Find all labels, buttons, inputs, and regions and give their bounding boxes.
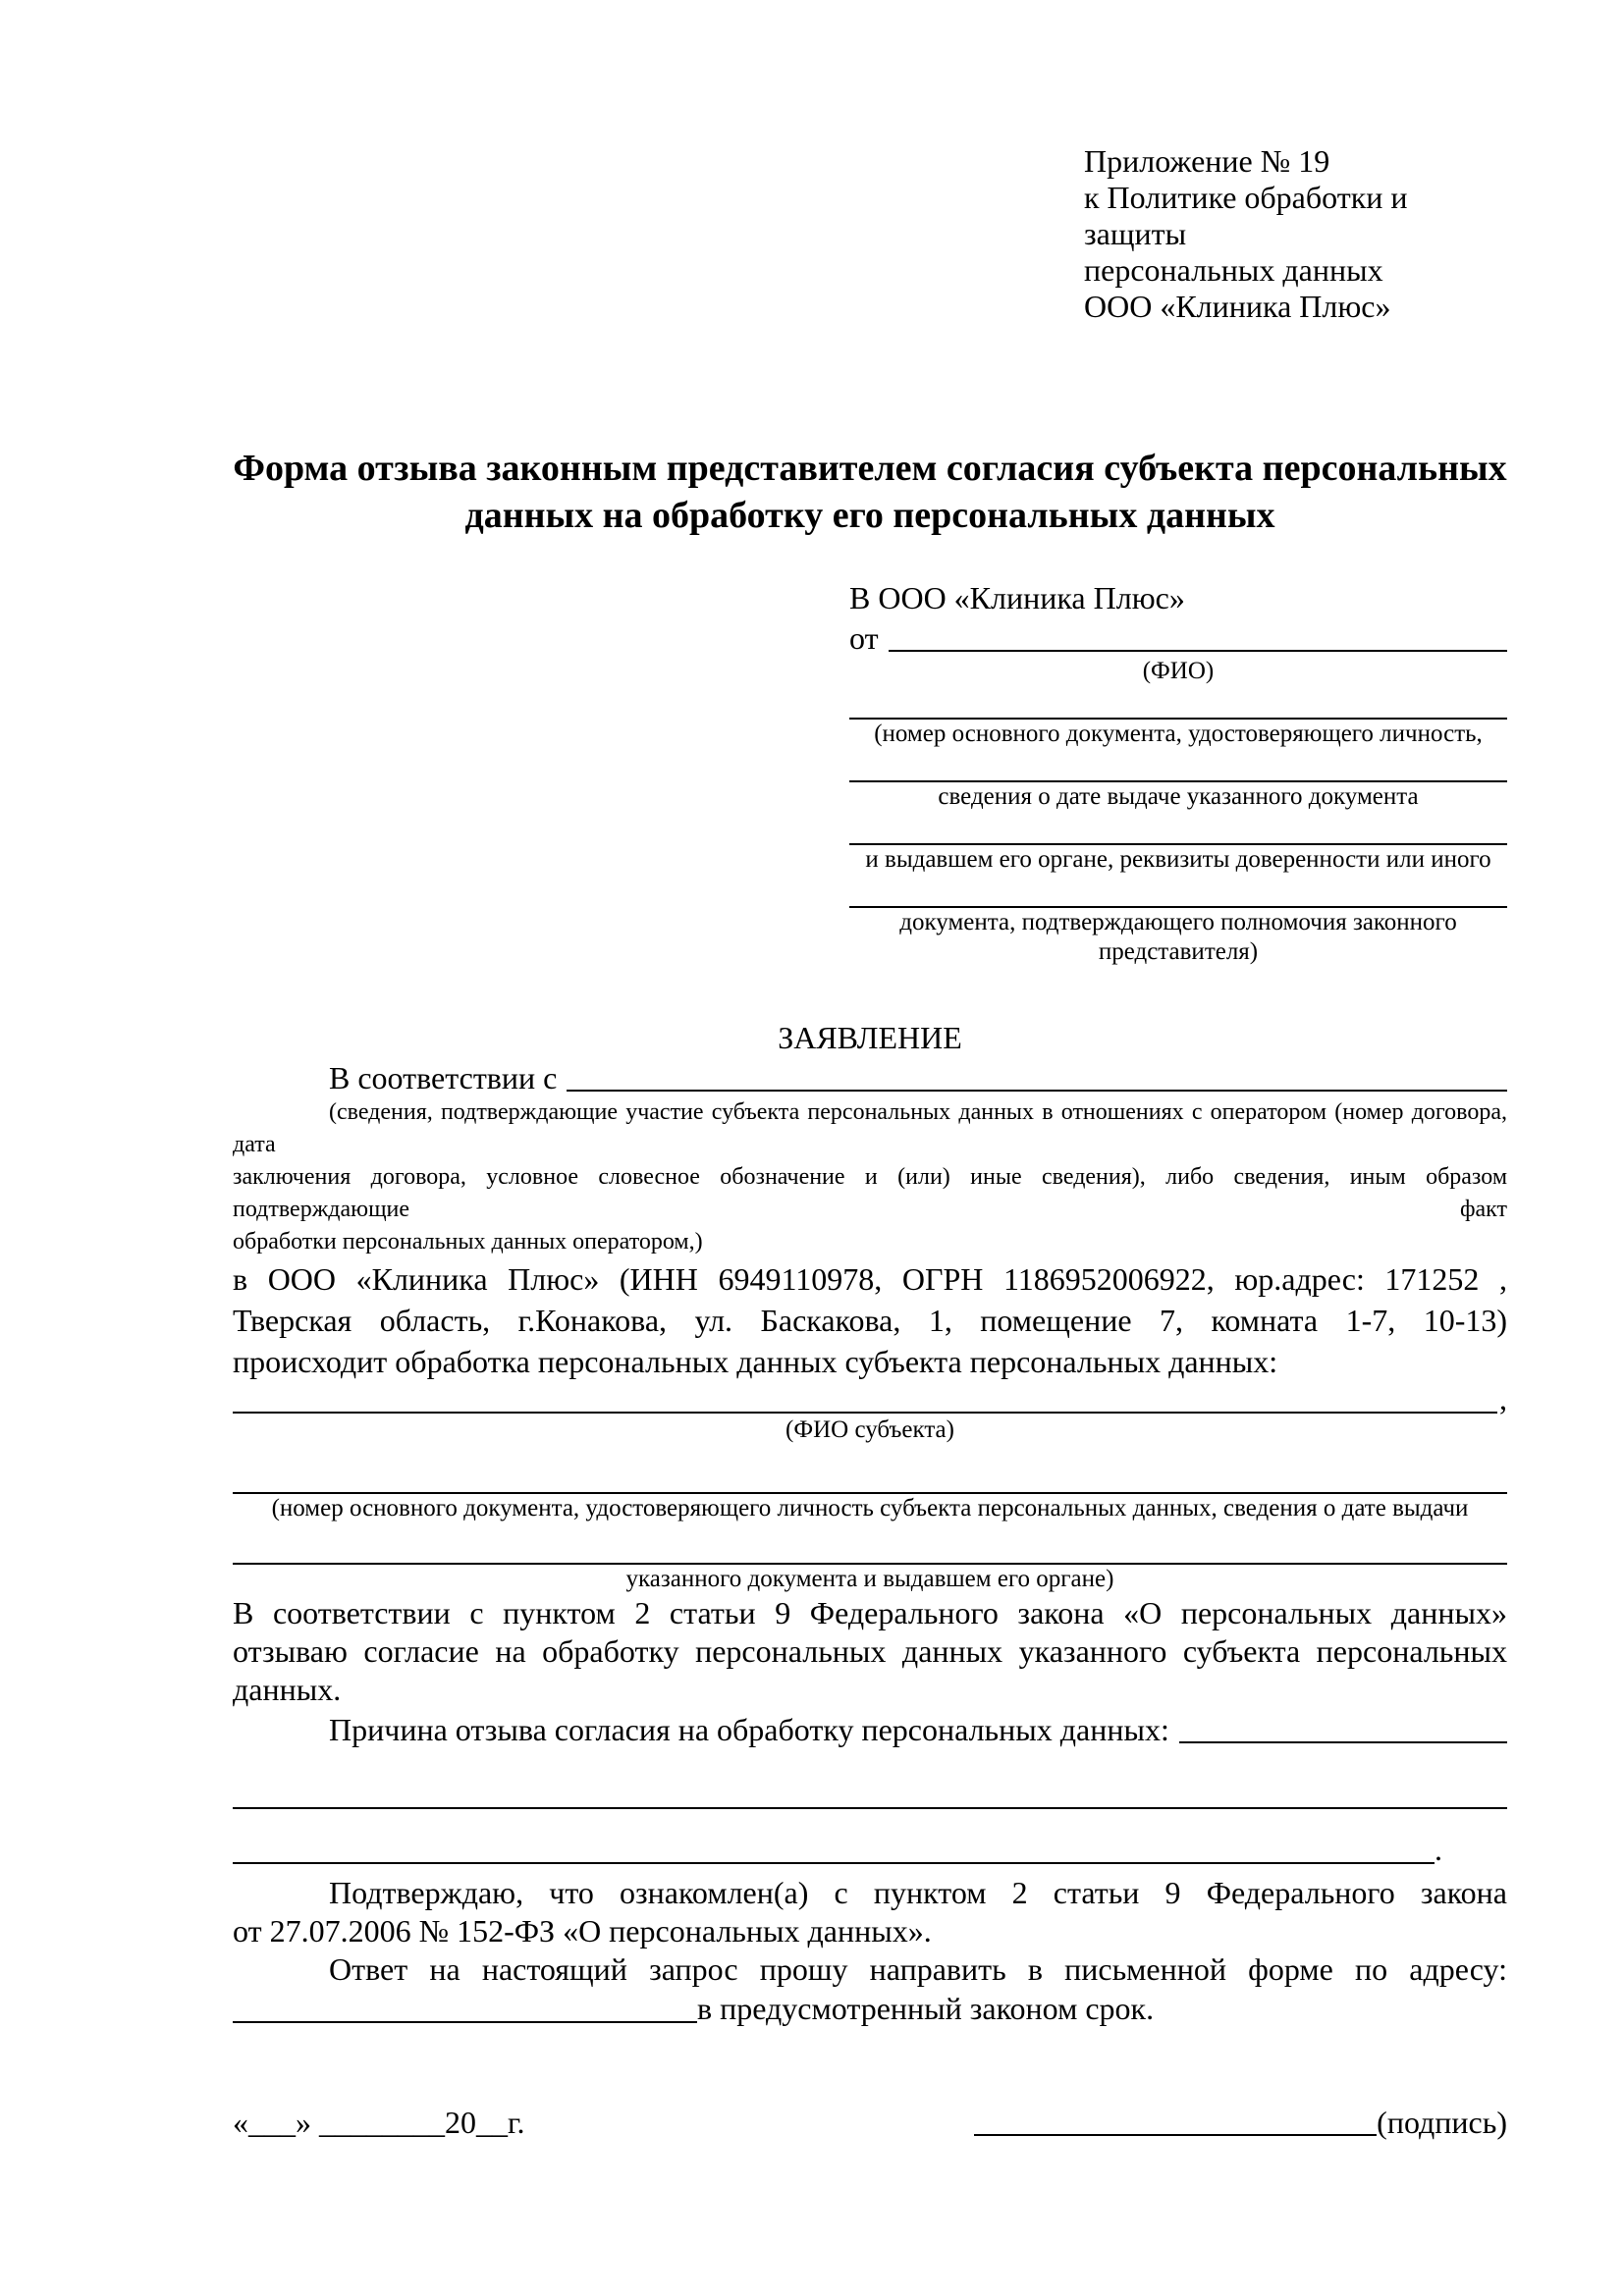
basis-label: В соответствии с [329,1060,558,1095]
acknowledgement-paragraph [233,1874,1507,1950]
reply-tail: в предусмотренный законом срок. [697,1991,1155,2026]
basis-note-line-2: заключения договора, условное словесное обозначение и (или) иные сведения), либо сведения, иным образом подтверждающие факт [233,1164,1507,1222]
applicant-fio-caption: (ФИО) [1142,658,1215,684]
operator-line-3: происходит обработка персональных данных субъекта персональных данных: [233,1344,1278,1379]
applicant-name-blank [889,650,1507,652]
applicant-doc-blank-2 [849,757,1507,782]
basis-note [233,1096,1507,1258]
applicant-doc-caption-1: (номер основного документа, удостоверяющего личность, [874,721,1483,747]
reply-address-blank [233,2021,697,2023]
basis-blank [567,1090,1507,1092]
appendix-line-4: ООО «Клиника Плюс» [1084,289,1391,324]
appendix-line-3: персональных данных [1084,252,1383,288]
reason-blank-inline [1179,1741,1507,1743]
reason-label: Причина отзыва согласия на обработку персональных данных: [329,1712,1169,1747]
document-title: Форма отзыва законным представителем согласия субъекта персональных данных на обработку его персональных данных [233,448,1507,536]
basis-row [233,1057,1507,1096]
signature-group [974,2103,1507,2142]
withdrawal-paragraph [233,1594,1507,1709]
subject-doc-blank-1 [233,1465,1507,1494]
addressee-organization: В ООО «Клиника Плюс» [849,580,1185,615]
date-line: «___» ________20__г. [233,2105,525,2140]
operator-line-2: Тверская область, г.Конакова, ул. Баскакова, 1, помещение 7, комната 1-7, 10-13) [233,1303,1507,1338]
withdrawal-line-3: данных. [233,1672,342,1707]
appendix-line-1: Приложение № 19 [1084,143,1330,179]
signature-blank [974,2134,1377,2136]
from-label: от [849,620,879,656]
acknowledgement-line-2: от 27.07.2006 № 152-ФЗ «О персональных данных». [233,1913,932,1949]
reply-address-row [233,1989,1507,2028]
statement-heading: ЗАЯВЛЕНИЕ [778,1020,962,1055]
subject-name-comma: , [1499,1381,1507,1416]
reason-row [233,1709,1507,1748]
signature-caption: (подпись) [1377,2105,1507,2140]
reply-line: Ответ на настоящий запрос прошу направить в письменной форме по адресу: [329,1951,1507,1987]
applicant-doc-caption-2: сведения о дате выдаче указанного документа [938,783,1419,810]
applicant-doc-caption-4: документа, подтверждающего полномочия законного представителя) [899,909,1457,965]
withdrawal-line-1: В соответствии с пунктом 2 статьи 9 Федерального закона «О персональных данных» [233,1595,1507,1630]
acknowledgement-line-1: Подтверждаю, что ознакомлен(а) с пунктом 2 статьи 9 Федерального закона [329,1875,1507,1910]
applicant-doc-blank-3 [849,820,1507,845]
subject-doc-blank-2 [233,1535,1507,1565]
from-row [849,617,1507,657]
applicant-doc-blank-1 [849,694,1507,720]
subject-name-row [233,1382,1507,1415]
basis-note-line-3: обработки персональных данных оператором,) [233,1229,703,1255]
withdrawal-line-2: отзываю согласие на обработку персональных данных указанного субъекта персональных [233,1633,1507,1669]
operator-paragraph [233,1258,1507,1382]
applicant-doc-caption-3: и выдавшем его органе, реквизиты доверенности или иного [865,846,1491,873]
appendix-line-2: к Политике обработки и защиты [1084,180,1408,251]
applicant-doc-blank-4 [849,882,1507,908]
reason-period: . [1435,1832,1442,1867]
reason-blank-line-2 [233,1862,1435,1864]
subject-name-blank [233,1412,1497,1414]
reason-blank-line-1 [233,1780,1507,1809]
subject-doc-caption-2: указанного документа и выдавшем его органе) [625,1566,1114,1592]
addressee-block [849,578,1507,967]
subject-doc-caption-1: (номер основного документа, удостоверяющего личность субъекта персональных данных, сведения о дате выдачи [271,1495,1469,1522]
basis-note-line-1: (сведения, подтверждающие участие субъекта персональных данных в отношениях с оператором (номер договора, дата [233,1099,1507,1157]
subject-fio-caption: (ФИО субъекта) [785,1416,954,1443]
reason-blank-row-2 [233,1832,1507,1868]
appendix-block [1084,143,1507,325]
footer-row [233,2103,1507,2142]
operator-line-1: в ООО «Клиника Плюс» (ИНН 6949110978, ОГРН 1186952006922, юр.адрес: 171252 , [233,1261,1507,1297]
